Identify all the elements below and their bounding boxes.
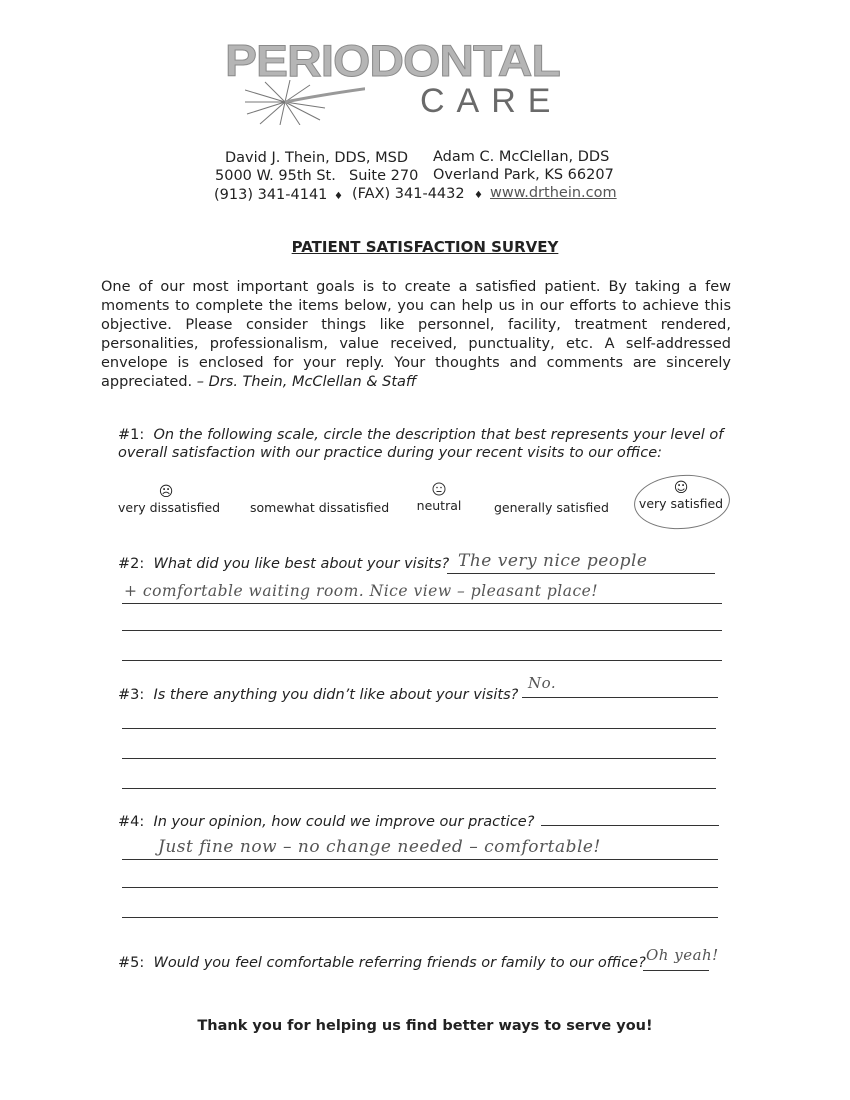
thank-you-footer: Thank you for helping us find better ways to serve you! <box>197 1018 653 1034</box>
scale-option-neutral[interactable] <box>412 482 466 513</box>
question-text: What did you like best about your visits? <box>153 556 450 572</box>
handwritten-answer[interactable]: The very nice people <box>458 551 648 571</box>
handwritten-answer[interactable]: Just fine now – no change needed – comfortable! <box>158 837 601 857</box>
answer-line[interactable] <box>122 917 718 918</box>
starburst-icon <box>245 80 365 125</box>
scale-label: somewhat dissatisfied <box>250 500 390 515</box>
question-number: #4: <box>118 814 145 830</box>
question-text: Is there anything you didn’t like about your visits? <box>153 687 519 703</box>
scale-label: neutral <box>416 498 462 513</box>
answer-line[interactable] <box>122 758 716 759</box>
scale-label: generally satisfied <box>494 500 609 515</box>
logo-care-text: CARE <box>420 82 563 120</box>
answer-line <box>643 970 709 971</box>
handwritten-answer[interactable]: Oh yeah! <box>646 946 719 964</box>
logo-periodontal-text: PERIODONTAL <box>225 37 560 86</box>
answer-line[interactable] <box>122 660 722 661</box>
question-4 <box>118 814 534 830</box>
answer-line[interactable] <box>122 788 716 789</box>
scale-option-somewhat-dissatisfied[interactable] <box>250 484 390 515</box>
separator-diamond-icon: ♦ <box>334 191 343 202</box>
scale-label: very dissatisfied <box>118 500 221 515</box>
scale-option-very-dissatisfied[interactable] <box>118 484 221 515</box>
intro-body: One of our most important goals is to create a satisfied patient. By taking a few moments to complete the items below, you can help us in our efforts to achieve this objective. Please consider things like personnel, facility, treatment rendered, personalities, professionalism, value received, punctuality, etc. A self-addressed envelope is enclosed for your reply. Your thoughts and comments are sincerely appreciated. <box>101 279 731 390</box>
scale-option-generally-satisfied[interactable] <box>494 484 608 515</box>
smiley-face-icon: ☺ <box>673 480 689 496</box>
answer-line <box>541 825 719 826</box>
question-text: On the following scale, circle the description that best represents your level of <box>153 427 724 443</box>
sad-face-icon: ☹ <box>158 484 174 500</box>
answer-line[interactable] <box>122 728 716 729</box>
intro-signature: – Drs. Thein, McClellan & Staff <box>196 374 417 390</box>
suite-number: Suite 270 <box>349 168 419 184</box>
phone-number: (913) 341-4141 <box>214 187 328 203</box>
website-link[interactable]: www.drthein.com <box>490 185 617 201</box>
question-number: #2: <box>118 556 145 572</box>
question-number: #3: <box>118 687 145 703</box>
dentist-name-mcclellan: Adam C. McClellan, DDS <box>433 149 610 165</box>
answer-line <box>122 603 722 604</box>
city-state-zip: Overland Park, KS 66207 <box>433 167 614 183</box>
street-address: 5000 W. 95th St. <box>215 168 336 184</box>
question-number: #1: <box>118 427 145 443</box>
question-text-continued: overall satisfaction with our practice during your recent visits to our office: <box>118 445 663 461</box>
intro-paragraph <box>101 278 731 392</box>
fax-number: (FAX) 341-4432 <box>352 186 465 202</box>
answer-line[interactable] <box>122 630 722 631</box>
question-3 <box>118 687 518 703</box>
handwritten-answer[interactable]: + comfortable waiting room. Nice view – pleasant place! <box>124 582 599 600</box>
separator-diamond-icon: ♦ <box>474 190 483 201</box>
question-text: Would you feel comfortable referring friends or family to our office? <box>153 955 646 971</box>
dentist-name-thein: David J. Thein, DDS, MSD <box>225 150 409 166</box>
question-5 <box>118 955 646 971</box>
practice-logo <box>225 37 605 120</box>
answer-line[interactable] <box>122 887 718 888</box>
question-2 <box>118 556 449 572</box>
neutral-face-icon <box>412 482 466 498</box>
handwritten-answer[interactable]: No. <box>528 674 557 692</box>
survey-title: PATIENT SATISFACTION SURVEY <box>291 238 559 256</box>
question-1 <box>118 427 723 443</box>
question-text: In your opinion, how could we improve our practice? <box>153 814 535 830</box>
question-number: #5: <box>118 955 145 971</box>
answer-line <box>122 859 718 860</box>
scale-label: very satisfied <box>638 496 724 511</box>
answer-line <box>522 697 718 698</box>
answer-line <box>447 573 715 574</box>
